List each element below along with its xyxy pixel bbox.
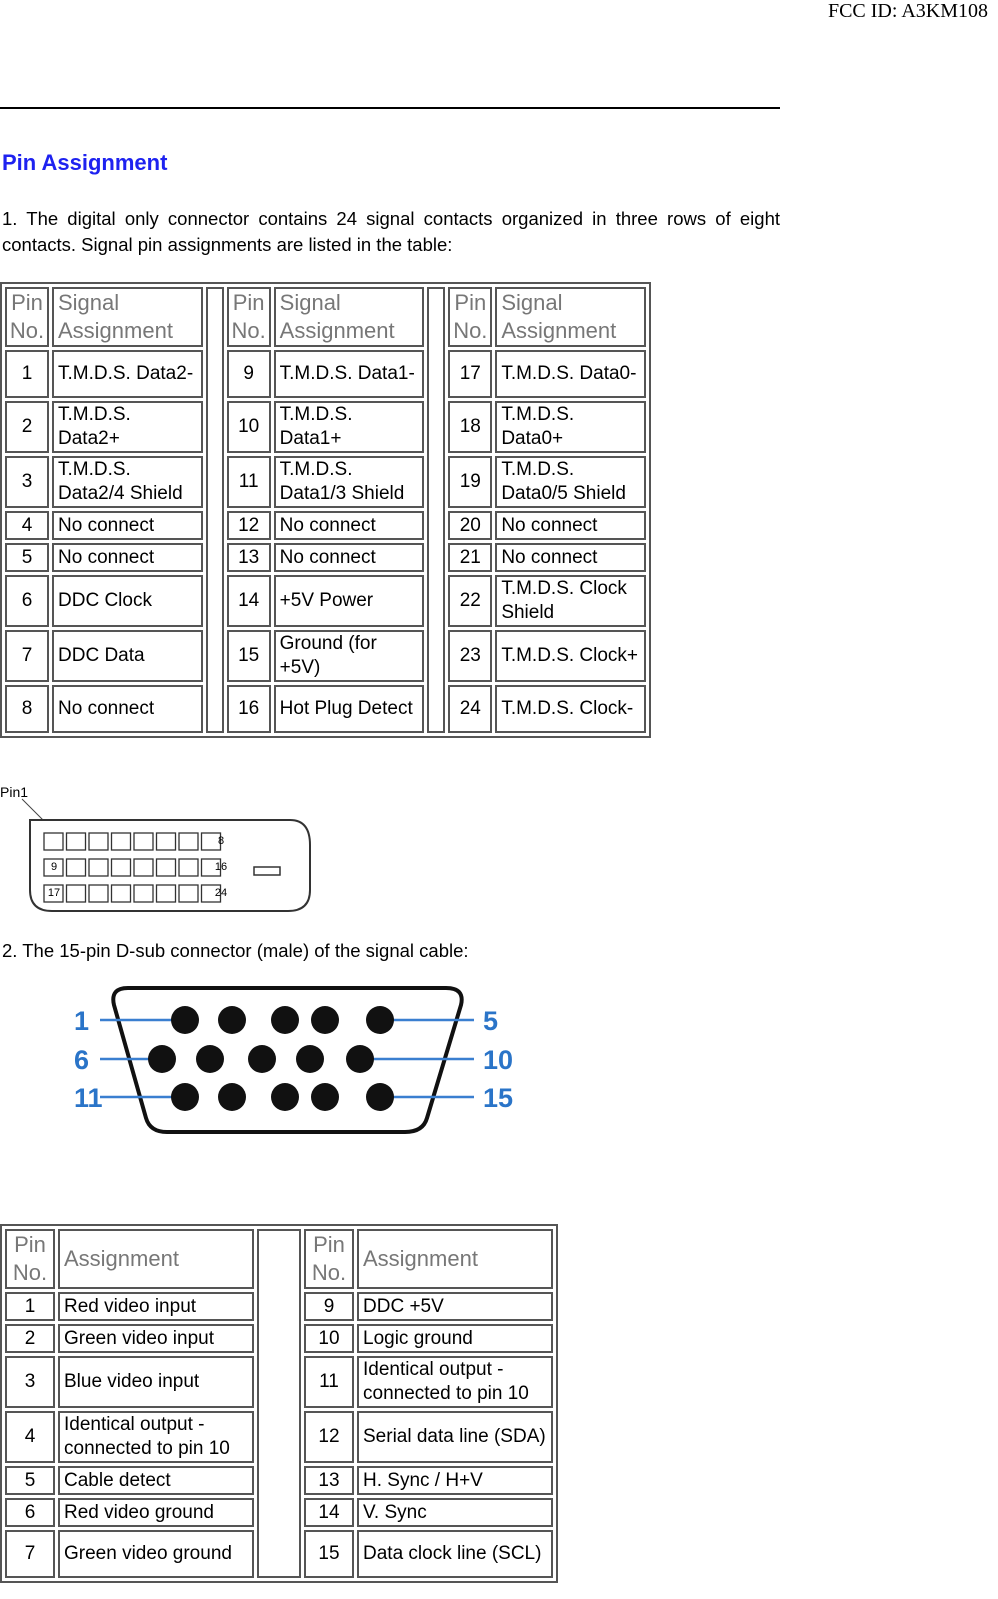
signal-cell: T.M.D.S. Data2+ <box>52 401 203 453</box>
dvi-pin-contact <box>134 885 153 902</box>
dvi-header-row <box>5 287 646 347</box>
vga-pin-label: 6 <box>74 1045 90 1075</box>
pin-no-header: Pin No. <box>5 287 49 347</box>
pin-number-cell: 5 <box>5 543 49 572</box>
dvi-pin-table <box>0 282 651 738</box>
vga-pin-label: 15 <box>483 1083 514 1113</box>
assignment-cell: H. Sync / H+V <box>357 1466 553 1495</box>
section-title: Pin Assignment <box>2 150 168 175</box>
fcc-id-header: FCC ID: A3KM108 <box>827 0 988 22</box>
pin-no-header: Pin No. <box>5 1229 55 1289</box>
dvi-pin-contact <box>67 833 86 850</box>
vga-intro-paragraph: 2. The 15-pin D-sub connector (male) of the signal cable: <box>2 940 469 961</box>
pin-number-cell: 9 <box>304 1292 354 1321</box>
assignment-header: Assignment <box>357 1229 553 1289</box>
dvi-pin-contact <box>157 885 176 902</box>
pin-number-cell: 1 <box>5 350 49 398</box>
assignment-cell: Cable detect <box>58 1466 254 1495</box>
pin-number-cell: 21 <box>448 543 492 572</box>
dvi-pin-contact <box>112 859 131 876</box>
pin-number-cell: 12 <box>227 511 271 540</box>
vga-pin <box>296 1045 324 1073</box>
pin-number-cell: 13 <box>304 1466 354 1495</box>
pin-number-cell: 8 <box>5 685 49 733</box>
dvi-pin-contact <box>134 833 153 850</box>
signal-assignment-header: Signal Assignment <box>52 287 203 347</box>
signal-cell: T.M.D.S. Data1- <box>274 350 425 398</box>
signal-cell: DDC Clock <box>52 575 203 627</box>
dvi-table-row <box>5 350 646 398</box>
signal-cell: Ground (for +5V) <box>274 630 425 682</box>
dvi-pin-contact <box>89 885 108 902</box>
vga-pin <box>271 1006 299 1034</box>
vga-pin <box>218 1006 246 1034</box>
vga-pin-label: 10 <box>483 1045 514 1075</box>
dvi-label-17: 17 <box>47 887 61 899</box>
signal-cell: No connect <box>495 511 646 540</box>
dvi-pin-contact <box>179 833 198 850</box>
pin-number-cell: 11 <box>227 456 271 508</box>
signal-cell: DDC Data <box>52 630 203 682</box>
pin-number-cell: 15 <box>304 1530 354 1578</box>
pin-number-cell: 6 <box>5 1498 55 1527</box>
pin-number-cell: 9 <box>227 350 271 398</box>
pin-number-cell: 2 <box>5 401 49 453</box>
vga-header-row <box>5 1229 553 1289</box>
pin-no-header: Pin No. <box>448 287 492 347</box>
signal-cell: T.M.D.S. Data0+ <box>495 401 646 453</box>
pin-number-cell: 3 <box>5 1356 55 1408</box>
dvi-intro-paragraph: 1. The digital only connector contains 24 signal contacts organized in three rows of eight contacts. Signal pin assignments are listed in the table: <box>2 208 780 255</box>
vga-pin <box>311 1083 339 1111</box>
vga-pin <box>346 1045 374 1073</box>
signal-cell: T.M.D.S. Data0- <box>495 350 646 398</box>
pin-number-cell: 23 <box>448 630 492 682</box>
pin-number-cell: 14 <box>227 575 271 627</box>
vga-pin <box>196 1045 224 1073</box>
pin-number-cell: 5 <box>5 1466 55 1495</box>
vga-connector-diagram <box>70 985 540 1140</box>
pin-number-cell: 14 <box>304 1498 354 1527</box>
dvi-label-8: 8 <box>217 835 225 847</box>
dvi-pin-contact <box>89 833 108 850</box>
vga-pin <box>311 1006 339 1034</box>
pin-number-cell: 16 <box>227 685 271 733</box>
dvi-pin-contact <box>179 885 198 902</box>
dvi-pin-contact <box>67 885 86 902</box>
pin-number-cell: 1 <box>5 1292 55 1321</box>
dvi-pin-contact <box>44 833 63 850</box>
assignment-cell: Data clock line (SCL) <box>357 1530 553 1578</box>
dvi-label-16: 16 <box>214 861 228 873</box>
pin-number-cell: 18 <box>448 401 492 453</box>
column-spacer <box>206 287 224 733</box>
pin-number-cell: 15 <box>227 630 271 682</box>
signal-cell: T.M.D.S. Data1/3 Shield <box>274 456 425 508</box>
pin-no-header: Pin No. <box>304 1229 354 1289</box>
pin-number-cell: 11 <box>304 1356 354 1408</box>
signal-assignment-header: Signal Assignment <box>495 287 646 347</box>
vga-pin <box>171 1006 199 1034</box>
pin-number-cell: 10 <box>304 1324 354 1353</box>
pin-number-cell: 24 <box>448 685 492 733</box>
dvi-pin-contact <box>157 859 176 876</box>
vga-pin <box>171 1083 199 1111</box>
vga-pin-table <box>0 1224 558 1583</box>
dvi-table-row <box>5 685 646 733</box>
vga-pin <box>366 1083 394 1111</box>
dvi-pin-contact <box>134 859 153 876</box>
signal-cell: T.M.D.S. Data2- <box>52 350 203 398</box>
assignment-cell: Serial data line (SDA) <box>357 1411 553 1463</box>
signal-cell: T.M.D.S. Data1+ <box>274 401 425 453</box>
assignment-cell: Identical output - connected to pin 10 <box>357 1356 553 1408</box>
signal-cell: T.M.D.S. Data0/5 Shield <box>495 456 646 508</box>
vga-pin <box>218 1083 246 1111</box>
assignment-header: Assignment <box>58 1229 254 1289</box>
horizontal-rule <box>0 107 780 109</box>
signal-cell: T.M.D.S. Clock- <box>495 685 646 733</box>
dvi-label-9: 9 <box>50 861 58 873</box>
dvi-table-row <box>5 543 646 572</box>
dvi-ground-blade <box>254 867 280 875</box>
signal-cell: +5V Power <box>274 575 425 627</box>
assignment-cell: Green video ground <box>58 1530 254 1578</box>
vga-pin-label: 5 <box>483 1006 499 1036</box>
dvi-pin-contact <box>157 833 176 850</box>
pin-number-cell: 13 <box>227 543 271 572</box>
pin-number-cell: 3 <box>5 456 49 508</box>
signal-cell: T.M.D.S. Clock+ <box>495 630 646 682</box>
dvi-table-row <box>5 630 646 682</box>
dvi-table-row <box>5 575 646 627</box>
signal-cell: No connect <box>495 543 646 572</box>
signal-cell: T.M.D.S. Data2/4 Shield <box>52 456 203 508</box>
dvi-connector-diagram <box>0 785 320 915</box>
assignment-cell: DDC +5V <box>357 1292 553 1321</box>
signal-cell: T.M.D.S. Clock Shield <box>495 575 646 627</box>
dvi-table-row <box>5 401 646 453</box>
dvi-pin-contact <box>179 859 198 876</box>
assignment-cell: Identical output - connected to pin 10 <box>58 1411 254 1463</box>
pin1-label: Pin1 <box>0 785 29 800</box>
assignment-cell: Red video ground <box>58 1498 254 1527</box>
signal-assignment-header: Signal Assignment <box>274 287 425 347</box>
signal-cell: No connect <box>52 685 203 733</box>
pin-number-cell: 10 <box>227 401 271 453</box>
dvi-pin-contact <box>89 859 108 876</box>
dvi-pin-contact <box>112 833 131 850</box>
dvi-label-24: 24 <box>214 887 228 899</box>
dvi-table-row <box>5 511 646 540</box>
assignment-cell: Red video input <box>58 1292 254 1321</box>
column-spacer <box>257 1229 301 1578</box>
vga-pin <box>248 1045 276 1073</box>
signal-cell: No connect <box>274 543 425 572</box>
vga-pin <box>271 1083 299 1111</box>
signal-cell: No connect <box>52 543 203 572</box>
pin-number-cell: 2 <box>5 1324 55 1353</box>
pin-number-cell: 19 <box>448 456 492 508</box>
vga-pin-label: 11 <box>74 1083 103 1113</box>
vga-pin <box>148 1045 176 1073</box>
dvi-pin-contact <box>112 885 131 902</box>
signal-cell: Hot Plug Detect <box>274 685 425 733</box>
dvi-pin-contact <box>67 859 86 876</box>
pin-number-cell: 12 <box>304 1411 354 1463</box>
vga-pin <box>366 1006 394 1034</box>
pin-number-cell: 4 <box>5 511 49 540</box>
signal-cell: No connect <box>52 511 203 540</box>
pin-number-cell: 17 <box>448 350 492 398</box>
pin-number-cell: 22 <box>448 575 492 627</box>
pin-number-cell: 7 <box>5 1530 55 1578</box>
assignment-cell: V. Sync <box>357 1498 553 1527</box>
assignment-cell: Green video input <box>58 1324 254 1353</box>
vga-pin-label: 1 <box>74 1006 90 1036</box>
pin-number-cell: 20 <box>448 511 492 540</box>
dvi-table-row <box>5 456 646 508</box>
pin-number-cell: 4 <box>5 1411 55 1463</box>
signal-cell: No connect <box>274 511 425 540</box>
assignment-cell: Blue video input <box>58 1356 254 1408</box>
pin-no-header: Pin No. <box>227 287 271 347</box>
pin-number-cell: 7 <box>5 630 49 682</box>
pin-number-cell: 6 <box>5 575 49 627</box>
column-spacer <box>427 287 445 733</box>
assignment-cell: Logic ground <box>357 1324 553 1353</box>
